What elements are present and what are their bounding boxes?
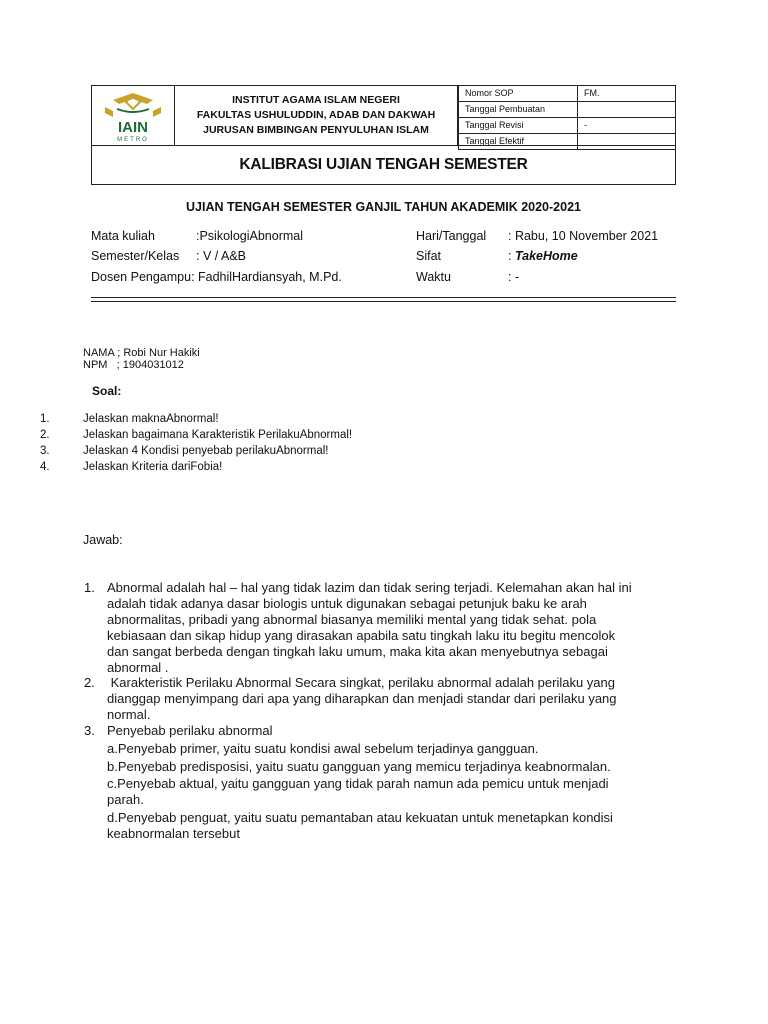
sop-value: - [578, 118, 676, 134]
question-number: 4. [40, 461, 50, 473]
institution-line-3: JURUSAN BIMBINGAN PENYULUHAN ISLAM [203, 123, 429, 136]
answer-3-item [107, 776, 667, 808]
sifat-label: Sifat [416, 249, 442, 263]
sop-label: Tanggal Revisi [459, 118, 578, 134]
sop-value: FM. [578, 86, 676, 102]
answer-line: abnormal . [107, 660, 169, 675]
question-text: Jelaskan bagaimana Karakteristik PerilakuAbnormal! [83, 429, 353, 441]
sop-table [458, 85, 676, 145]
institution-line-2: FAKULTAS USHULUDDIN, ADAB DAN DAKWAH [196, 108, 436, 121]
answer-line: dan sangat berbeda dengan tingkah laku umum, maka kita akan menyebutnya sebagai [107, 644, 608, 659]
sifat-prefix: : [508, 249, 515, 263]
answer-number: 3. [84, 723, 95, 738]
institution-cell [175, 85, 458, 145]
student-name: NAMA ; Robi Nur Hakiki [83, 347, 200, 359]
answer-3-item [107, 759, 667, 775]
waktu-value: : - [508, 270, 520, 284]
answer-line: dianggap menyimpang dari apa yang diharapkan dan menjadi standar dari perilaku yang [107, 691, 617, 706]
sop-label: Tanggal Efektif [459, 134, 578, 150]
sop-row [459, 118, 676, 134]
answer-line: abnormalitas, pribadi yang abnormal biasanya memiliki mental yang tidak sehat. pola [107, 612, 597, 627]
answer-line: keabnormalan tersebut [107, 826, 240, 841]
hari-value: : Rabu, 10 November 2021 [508, 229, 659, 243]
answer-3-title: Penyebab perilaku abnormal [107, 723, 273, 738]
question-number: 1. [40, 413, 50, 425]
sifat-field [508, 249, 578, 263]
answer-line: adalah tidak adanya dasar biologis untuk digunakan sebagai petunjuk baku ke arah [107, 596, 587, 611]
institution-line-1: INSTITUT AGAMA ISLAM NEGERI [232, 93, 400, 106]
answer-1-body [107, 580, 667, 676]
question-text: Jelaskan 4 Kondisi penyebab perilakuAbnormal! [83, 445, 329, 457]
question-text: Jelaskan maknaAbnormal! [83, 413, 219, 425]
answer-3-item [107, 810, 667, 842]
sop-label: Nomor SOP [459, 86, 578, 102]
answer-3-item [107, 741, 667, 757]
double-divider [91, 297, 676, 302]
sop-label: Tanggal Pembuatan [459, 102, 578, 118]
soal-heading: Soal: [92, 384, 122, 398]
answer-line: c.Penyebab aktual, yaitu gangguan yang tidak parah namun ada pemicu untuk menjadi [107, 776, 609, 791]
semester-label: Semester/Kelas [91, 249, 180, 263]
sop-value [578, 102, 676, 118]
semester-value: : V / A&B [196, 249, 247, 263]
sifat-value: TakeHome [514, 249, 578, 263]
iain-metro-logo [91, 85, 175, 145]
answer-line: d.Penyebab penguat, yaitu suatu pemantaban atau kekuatan untuk menetapkan kondisi [107, 810, 613, 825]
logo-wordmark: IAIN [118, 119, 148, 136]
sop-row [459, 86, 676, 102]
answer-number: 1. [84, 580, 95, 595]
question-text: Jelaskan Kriteria dariFobia! [83, 461, 223, 473]
question-number: 2. [40, 429, 50, 441]
mata-kuliah-label: Mata kuliah [91, 229, 155, 243]
document-title: KALIBRASI UJIAN TENGAH SEMESTER [239, 156, 528, 173]
answer-line: normal. [107, 707, 151, 722]
jawab-heading: Jawab: [83, 533, 123, 547]
waktu-label: Waktu [416, 270, 451, 284]
mata-kuliah-value: :PsikologiAbnormal [196, 229, 303, 243]
hari-label: Hari/Tanggal [416, 229, 487, 243]
answer-2-body [107, 675, 667, 723]
answer-line: Abnormal adalah hal – hal yang tidak lazim dan tidak sering terjadi. Kelemahan akan hal ini [107, 580, 632, 595]
logo-subtext: METRO [117, 137, 149, 143]
logo-cell [91, 85, 175, 145]
answer-line: kebiasaan dan sikap hidup yang dirasakan apabila satu tingkah laku itu begitu mencolok [107, 628, 616, 643]
answer-line: a.Penyebab primer, yaitu suatu kondisi awal sebelum terjadinya gangguan. [107, 741, 539, 756]
sop-row [459, 102, 676, 118]
answer-number: 2. [84, 675, 95, 690]
student-npm: NPM ; 1904031012 [83, 359, 184, 371]
answer-line: Karakteristik Perilaku Abnormal Secara singkat, perilaku abnormal adalah perilaku yang [107, 675, 615, 690]
question-number: 3. [40, 445, 50, 457]
dosen-pengampu: Dosen Pengampu: FadhilHardiansyah, M.Pd. [91, 270, 342, 284]
answer-line: b.Penyebab predisposisi, yaitu suatu gangguan yang memicu terjadinya keabnormalan. [107, 759, 611, 774]
exam-title: UJIAN TENGAH SEMESTER GANJIL TAHUN AKADEMIK 2020-2021 [186, 200, 581, 214]
answer-line: parah. [107, 792, 144, 807]
